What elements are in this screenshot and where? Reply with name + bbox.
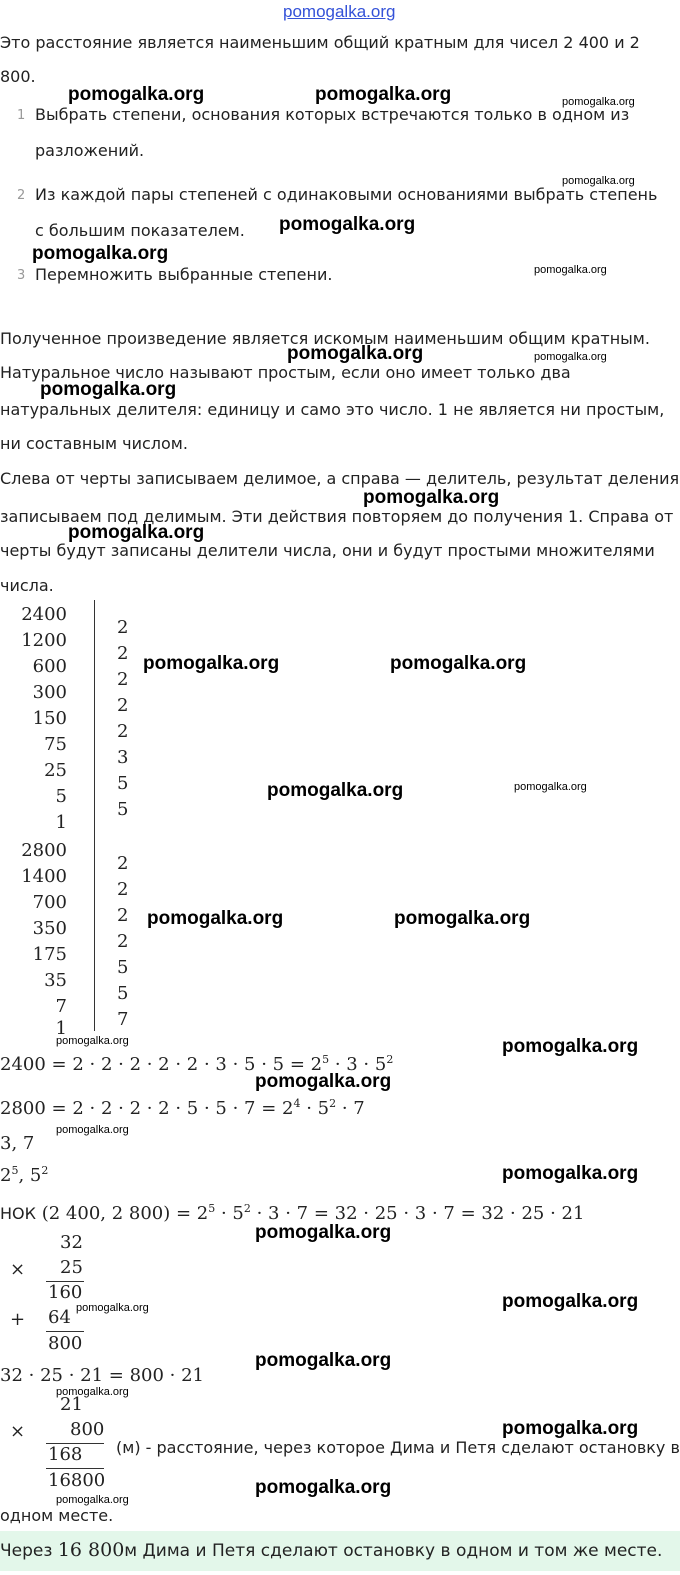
divisor: 5 [117, 957, 129, 978]
watermark: pomogalka.org [562, 96, 635, 108]
watermark: pomogalka.org [68, 522, 205, 543]
watermark: pomogalka.org [502, 1418, 639, 1439]
watermark: pomogalka.org [143, 653, 280, 674]
mult2-partial-1: 168 [48, 1444, 83, 1465]
dividend: 350 [32, 918, 67, 939]
watermark: pomogalka.org [502, 1163, 639, 1184]
max-powers: $2^5$, $5^2$ [0, 1164, 49, 1186]
divisor: 2 [117, 905, 129, 926]
dividend: 150 [32, 708, 67, 729]
mult2-sum-line [46, 1468, 104, 1469]
divisor: 2 [117, 879, 129, 900]
dividend: 1400 [21, 866, 67, 887]
dividend: 1 [55, 812, 67, 833]
step-marker-3: 3 [17, 268, 26, 283]
watermark: pomogalka.org [56, 1124, 129, 1136]
mult1-result: 800 [48, 1333, 83, 1354]
watermark: pomogalka.org [534, 264, 607, 276]
paragraph-line: Полученное произведение является искомым наименьшим общим кратным. [0, 329, 650, 348]
watermark: pomogalka.org [394, 908, 531, 929]
answer-text: Через 16 800м Дима и Петя сделают остановку в одном и том же месте. [0, 1539, 663, 1561]
divisor: 2 [117, 721, 129, 742]
divisor: 2 [117, 617, 129, 638]
divisor: 2 [117, 931, 129, 952]
watermark: pomogalka.org [502, 1036, 639, 1057]
watermark: pomogalka.org [534, 351, 607, 363]
dividend: 25 [44, 760, 67, 781]
mult1-sum-line [46, 1331, 84, 1332]
divisor: 2 [117, 853, 129, 874]
watermark: pomogalka.org [363, 487, 500, 508]
division-bar-2800 [94, 845, 95, 1031]
divisor: 2 [117, 695, 129, 716]
watermark: pomogalka.org [279, 214, 416, 235]
paragraph-line: числа. [0, 576, 54, 595]
paragraph-line: натуральных делителя: единицу и само это число. 1 не является ни простым, [0, 400, 665, 419]
formula-2800: $2800 = 2 \cdot 2 \cdot 2 \cdot 2 \cdot 5 \cdot 5 \cdot 7 = 2^4 \cdot 5^2 \cdot 7$ [0, 1097, 365, 1119]
product-formula: 32 · 25 · 21 = 800 · 21 [0, 1365, 204, 1386]
step-2-line-1: Из каждой пары степеней с одинаковыми основаниями выбрать степень [35, 185, 658, 204]
paragraph-line: черты будут записаны делители числа, они и будут простыми множителями [0, 541, 655, 560]
intro-line-1: Это расстояние является наименьшим общий кратным для чисел 2 400 и 2 [0, 33, 640, 52]
times-sign: × [10, 1421, 26, 1442]
watermark: pomogalka.org [390, 653, 527, 674]
watermark: pomogalka.org [255, 1350, 392, 1371]
dividend: 600 [32, 656, 67, 677]
divisor: 5 [117, 799, 129, 820]
site-link[interactable]: pomogalka.org [283, 2, 396, 21]
mult1-b: 25 [60, 1257, 83, 1278]
watermark: pomogalka.org [32, 243, 169, 264]
nok-formula: НОК (2 400, 2 $800) = 2^5 \cdot 5^2 \cdot 3 \cdot 7 = 32 \cdot 25 \cdot 3 \cdot 7 = 32 \cdot 25 \cdot 21$ [0, 1202, 585, 1224]
dividend: 1 [55, 1018, 67, 1039]
mult1-partial-1: 160 [48, 1282, 83, 1303]
intro-line-2: 800. [0, 67, 36, 86]
formula-2400: $2400 = 2 \cdot 2 \cdot 2 \cdot 2 \cdot 2 \cdot 3 \cdot 5 \cdot 5 = 2^5 \cdot 3 \cdot 5^2$ [0, 1053, 394, 1075]
step-marker-2: 2 [17, 188, 26, 203]
watermark: pomogalka.org [68, 84, 205, 105]
watermark: pomogalka.org [76, 1302, 149, 1314]
mult1-a: 32 [60, 1232, 83, 1253]
dividend: 75 [44, 734, 67, 755]
divisor: 2 [117, 669, 129, 690]
step-marker-1: 1 [17, 108, 26, 123]
watermark: pomogalka.org [562, 175, 635, 187]
divisor: 5 [117, 773, 129, 794]
step-1-line-1: Выбрать степени, основания которых встречаются только в одном из [35, 105, 630, 124]
watermark: pomogalka.org [56, 1386, 129, 1398]
paragraph-line: записываем под делимым. Эти действия повторяем до получения 1. Справа от [0, 507, 674, 526]
watermark: pomogalka.org [255, 1477, 392, 1498]
watermark: pomogalka.org [40, 379, 177, 400]
dividend: 1200 [21, 630, 67, 651]
times-sign: × [10, 1259, 26, 1280]
dividend: 2800 [21, 840, 67, 861]
step-1-line-2: разложений. [35, 141, 145, 160]
plus-sign: + [10, 1309, 26, 1330]
paragraph-line: Натуральное число называют простым, если оно имеет только два [0, 363, 571, 382]
divisor: 7 [117, 1009, 129, 1030]
dividend: 35 [44, 970, 67, 991]
step-2-line-2: с большим показателем. [35, 221, 245, 240]
step-3-line-1: Перемножить выбранные степени. [35, 265, 333, 284]
division-bar-2400 [94, 600, 95, 848]
dividend: 175 [32, 944, 67, 965]
note-line-1: (м) - расстояние, через которое Дима и Петя сделают остановку в [116, 1438, 680, 1457]
watermark: pomogalka.org [287, 343, 424, 364]
dividend: 2400 [21, 604, 67, 625]
watermark: pomogalka.org [502, 1291, 639, 1312]
watermark: pomogalka.org [56, 1035, 129, 1047]
watermark: pomogalka.org [514, 781, 587, 793]
mult2-result: 16800 [48, 1470, 106, 1491]
dividend: 5 [55, 786, 67, 807]
watermark: pomogalka.org [267, 780, 404, 801]
mult2-b: 800 [70, 1419, 105, 1440]
watermark: pomogalka.org [255, 1071, 392, 1092]
watermark: pomogalka.org [147, 908, 284, 929]
watermark: pomogalka.org [315, 84, 452, 105]
paragraph-line: Слева от черты записываем делимое, а справа — делитель, результат деления [0, 469, 680, 488]
unique-factors: 3, 7 [0, 1133, 35, 1154]
dividend: 7 [55, 996, 67, 1017]
paragraph-line: ни составным числом. [0, 434, 188, 453]
mult2-a: 21 [60, 1394, 83, 1415]
note-line-2: одном месте. [0, 1506, 114, 1525]
mult1-partial-2: 64 [48, 1307, 71, 1328]
dividend: 700 [32, 892, 67, 913]
divisor: 3 [117, 747, 129, 768]
watermark: pomogalka.org [56, 1494, 129, 1506]
divisor: 5 [117, 983, 129, 1004]
watermark: pomogalka.org [255, 1222, 392, 1243]
dividend: 300 [32, 682, 67, 703]
divisor: 2 [117, 643, 129, 664]
